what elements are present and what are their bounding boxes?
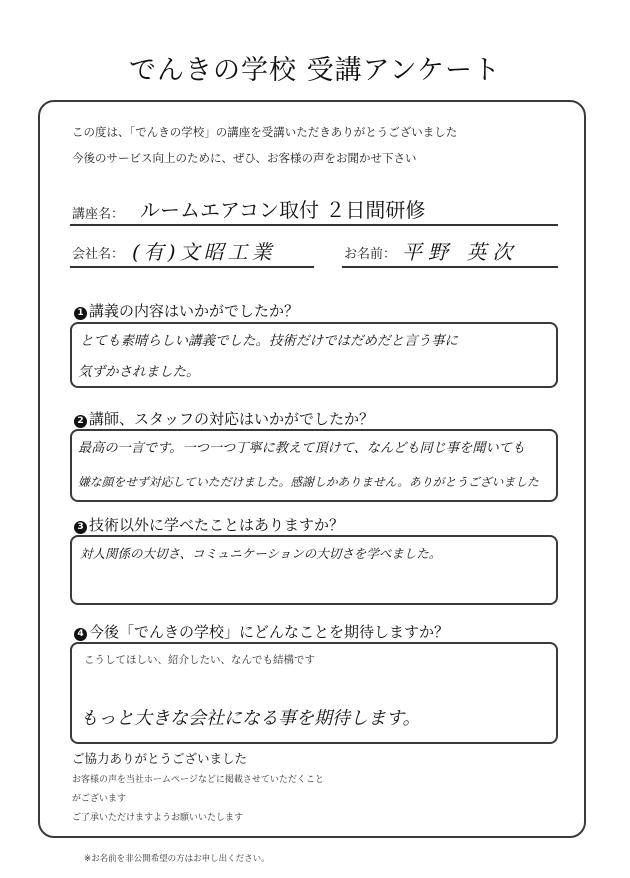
question-3-title: 3 技術以外に学べたことはありますか？ xyxy=(74,514,344,535)
name-underline xyxy=(342,266,558,268)
footnote: ※お名前を非公開希望の方はお申し出ください。 xyxy=(84,854,270,864)
question-3-number: 3 xyxy=(74,521,87,534)
thanks-message: ご協力ありがとうございました xyxy=(72,751,248,766)
intro-line-1: この度は、「でんきの学校」の講座を受講いただきありがとうございました xyxy=(72,125,458,139)
question-1-number: 1 xyxy=(74,307,87,320)
question-1-answer-line-2: 気ずかされました。 xyxy=(78,364,200,380)
question-2-answer-line-2: 嫌な顔をせず対応していただけました。感謝しかありません。ありがとうございました xyxy=(78,475,539,489)
question-4-answer-box[interactable] xyxy=(70,642,558,744)
publication-note-line-3: ご了承いただけますようお願いいたします xyxy=(72,813,244,823)
company-underline xyxy=(70,266,314,268)
company-label: 会社名： xyxy=(72,247,125,262)
course-underline xyxy=(70,224,558,226)
form-title: でんきの学校 受講アンケート xyxy=(129,55,501,86)
question-3-answer-line-1: 対人関係の大切さ、コミュニケーションの大切さを学べました。 xyxy=(80,546,442,561)
name-handwritten[interactable]: 平野 英次 xyxy=(402,240,519,264)
publication-note-line-1: お客様の声を当社ホームページなどに掲載させていただくこと xyxy=(72,775,324,785)
course-label: 講座名： xyxy=(72,207,125,222)
publication-note-line-2: がございます xyxy=(72,794,127,804)
name-label: お名前： xyxy=(344,247,397,262)
question-4-answer-line-1: もっと大きな会社になる事を期待します。 xyxy=(80,708,421,729)
question-2-title: 2 講師、スタッフの対応はいかがでしたか？ xyxy=(74,408,374,429)
question-2-number: 2 xyxy=(74,415,87,428)
question-4-number: 4 xyxy=(74,628,87,641)
question-2-answer-box[interactable] xyxy=(70,429,558,502)
question-2-answer-line-1: 最高の一言です。一つ一つ丁寧に教えて頂けて、なんども同じ事を聞いても xyxy=(78,441,526,456)
company-handwritten[interactable]: (有)文昭工業 xyxy=(132,240,276,264)
course-value: ルームエアコン取付 ２日間研修 xyxy=(140,198,426,222)
question-1-title: 1 講義の内容はいかがでしたか？ xyxy=(74,300,299,321)
question-1-answer-box[interactable] xyxy=(70,322,558,388)
question-1-answer-line-1: とても素晴らしい講義でした。技術だけではだめだと言う事に xyxy=(80,333,458,349)
intro-line-2: 今後のサービス向上のために、ぜひ、お客様の声をお聞かせ下さい xyxy=(72,151,417,165)
question-3-answer-box[interactable] xyxy=(70,535,558,605)
question-4-hint: こうしてほしい、紹介したい、なんでも結構です xyxy=(84,654,315,666)
question-4-title: 4 今後「でんきの学校」にどんなことを期待しますか？ xyxy=(74,621,449,642)
